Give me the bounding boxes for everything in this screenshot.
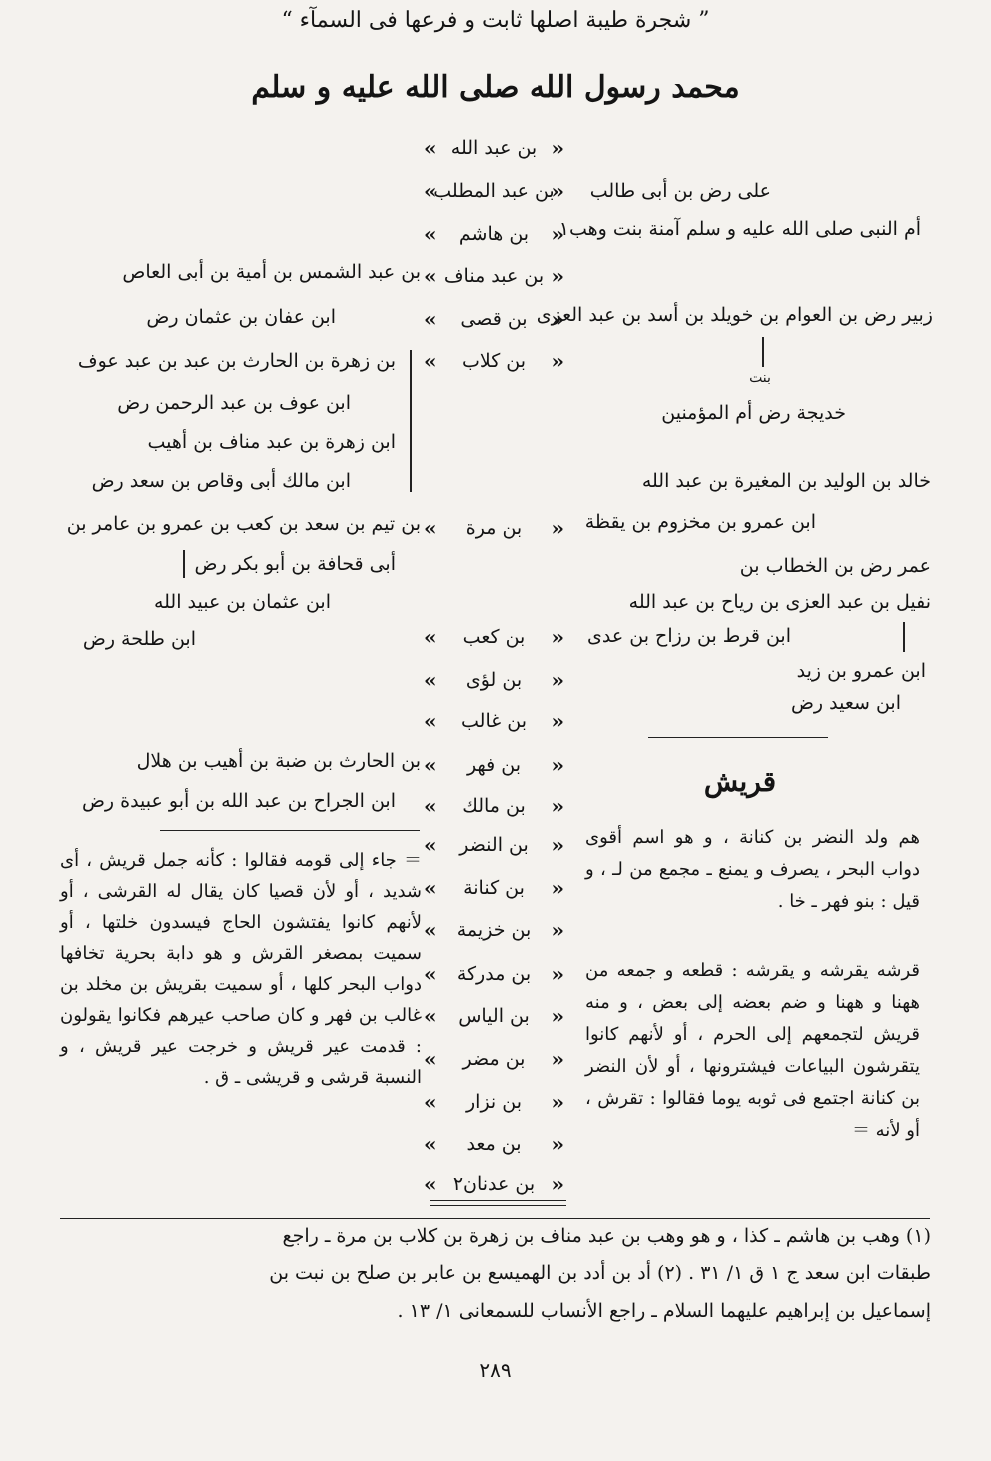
footnote-line: (١) وهب بن هاشم ـ كذا ، و هو وهب بن عبد مناف بن زهرة بن كلاب بن مرة ـ راجع [282, 1225, 931, 1247]
spine-node: « بن غالب » [424, 705, 564, 737]
page-number: ٢٨٩ [479, 1358, 512, 1382]
label-bint: بنت [749, 370, 771, 386]
branch-uthman-ubaid: ابن عثمان بن عبيد الله [153, 591, 331, 613]
footnote-line: إسماعيل بن إبراهيم عليهما السلام ـ راجع الأنساب للسمعانى ١/ ١٣ . [397, 1300, 931, 1322]
quraish-note-left: ＝ جاء إلى قومه فقالوا : كأنه جمل قريش ، أى شديد ، أو لأن قصيا كان يقال له القرشى ، أو لأنهم كانوا يفتشون الحاج فيسدون خلتها ، أو سميت بمصغر القرش و هو دابة بحرية تخافها دواب البحر كلها ، أو سميت بقريش بن مخلد بن غالب بن فهر و كان صاحب عيرهم فكانوا يقولون : قدمت عير قريش و خرجت عير قريش ، و النسبة قرشى و قريشى ـ ق . [60, 850, 422, 1088]
spine-node: « بن لؤى » [424, 664, 564, 696]
spine-node: « بن عبد المطلب » [424, 175, 564, 207]
branch-uthman-affan: ابن عفان بن عثمان رض [146, 306, 336, 328]
spine-node: « بن فهر » [424, 749, 564, 781]
section-divider [648, 737, 828, 738]
branch-malik-waqqas: ابن مالك أبى وقاص بن سعد رض [91, 470, 351, 492]
branch-qurt: ابن قرط بن رزاح بن عدى [587, 625, 791, 647]
connector-line [762, 337, 764, 367]
spine-node: « بن النضر » [424, 829, 564, 861]
branch-abu-quhafa: أبى قحافة بن أبو بكر رض [194, 553, 396, 575]
branch-ali: على رض بن أبى طالب [589, 180, 771, 202]
branch-umar: عمر رض بن الخطاب بن [739, 555, 931, 577]
spine-node: « بن كعب » [424, 621, 564, 653]
spine-node: « بن نزار » [424, 1086, 564, 1118]
footnote-rule [60, 1218, 930, 1219]
branch-jarrah: ابن الجراح بن عبد الله بن أبو عبيدة رض [81, 790, 396, 812]
branch-zubair: زبير رض بن العوام بن خويلد بن أسد بن عبد العزى [536, 304, 933, 326]
quraish-heading: قريش [703, 765, 777, 798]
spine-node: « بن قصى » [424, 303, 564, 335]
spine-node: « بن عدنان٢ » [424, 1168, 564, 1200]
branch-zuhra-1: بن زهرة بن الحارث بن عبد بن عبد عوف [77, 350, 396, 372]
spine-underline [430, 1205, 566, 1206]
branch-zuhra-2: ابن زهرة بن عبد مناف بن أهيب [147, 431, 396, 453]
quraish-paragraph-1: هم ولد النضر بن كنانة ، و هو اسم أقوى دواب البحر ، يصرف و يمنع ـ مجمع من لـ ، و قيل : بنو فهر ـ خا . [585, 827, 920, 912]
spine-node: « بن مدركة » [424, 958, 564, 990]
quraish-paragraph-2: قرشه يقرشه و يقرشه : قطعه و جمعه من ههنا و ههنا و ضم بعضه إلى بعض ، و منه قريش لتجمعهم إلى الحرم ، أو لأنهم كانوا يتقرشون البياعات فيشترونها ، أو لأن النضر بن كنانة اجتمع فى ثوبه يوما فقالوا : تقرش ، أو لأنه ＝ [585, 960, 920, 1141]
connector-line [183, 550, 185, 578]
branch-talha: ابن طلحة رض [82, 628, 196, 650]
branch-harith-dabba: بن الحارث بن ضبة بن أهيب بن هلال [136, 750, 421, 772]
branch-awf: ابن عوف بن عبد الرحمن رض [117, 392, 351, 414]
branch-khadija: خديجة رض أم المؤمنين [661, 402, 846, 424]
spine-node: « بن خزيمة » [424, 914, 564, 946]
spine-node: « بن عبد الله » [424, 132, 564, 164]
footnote-line: طبقات ابن سعد ج ١ ق ١/ ٣١ . (٢) أد بن أدد بن الهميسع بن عابر بن صلح بن نبت بن [269, 1262, 931, 1284]
spine-node: « بن مالك » [424, 790, 564, 822]
spine-node: « بن معد » [424, 1128, 564, 1160]
motto: ” شجرة طيبة اصلها ثابت و فرعها فى السمآء “ [281, 8, 710, 33]
spine-node: « بن الياس » [424, 1000, 564, 1032]
spine-node: « بن مضر » [424, 1043, 564, 1075]
spine-node: « بن مرة » [424, 512, 564, 544]
branch-makhzum: ابن عمرو بن مخزوم بن يقظة [584, 511, 816, 533]
spine-node: « بن كلاب » [424, 345, 564, 377]
spine-node: « بن كنانة » [424, 872, 564, 904]
branch-khalid: خالد بن الوليد بن المغيرة بن عبد الله [641, 470, 931, 492]
branch-umayya: بن عبد الشمس بن أمية بن أبى العاص [122, 261, 421, 283]
spine-node: « بن عبد مناف » [424, 260, 564, 292]
connector-line [903, 622, 905, 652]
spine-underline [430, 1200, 566, 1201]
spine-node: « بن هاشم » [424, 218, 564, 250]
page-title: محمد رسول الله صلى الله عليه و سلم [251, 70, 740, 105]
branch-saeed: ابن سعيد رض [790, 692, 901, 714]
branch-amr-zaid: ابن عمرو بن زيد [796, 660, 926, 682]
branch-amina: أم النبى صلى الله عليه و سلم آمنة بنت وهب١ [558, 218, 921, 240]
branch-taim: بن تيم بن سعد بن كعب بن عمرو بن عامر بن [66, 513, 421, 535]
lineage-spine [424, 132, 564, 1212]
section-divider [160, 830, 420, 831]
bracket-line [410, 350, 412, 492]
branch-nufail: نفيل بن عبد العزى بن رياح بن عبد الله [628, 591, 931, 613]
